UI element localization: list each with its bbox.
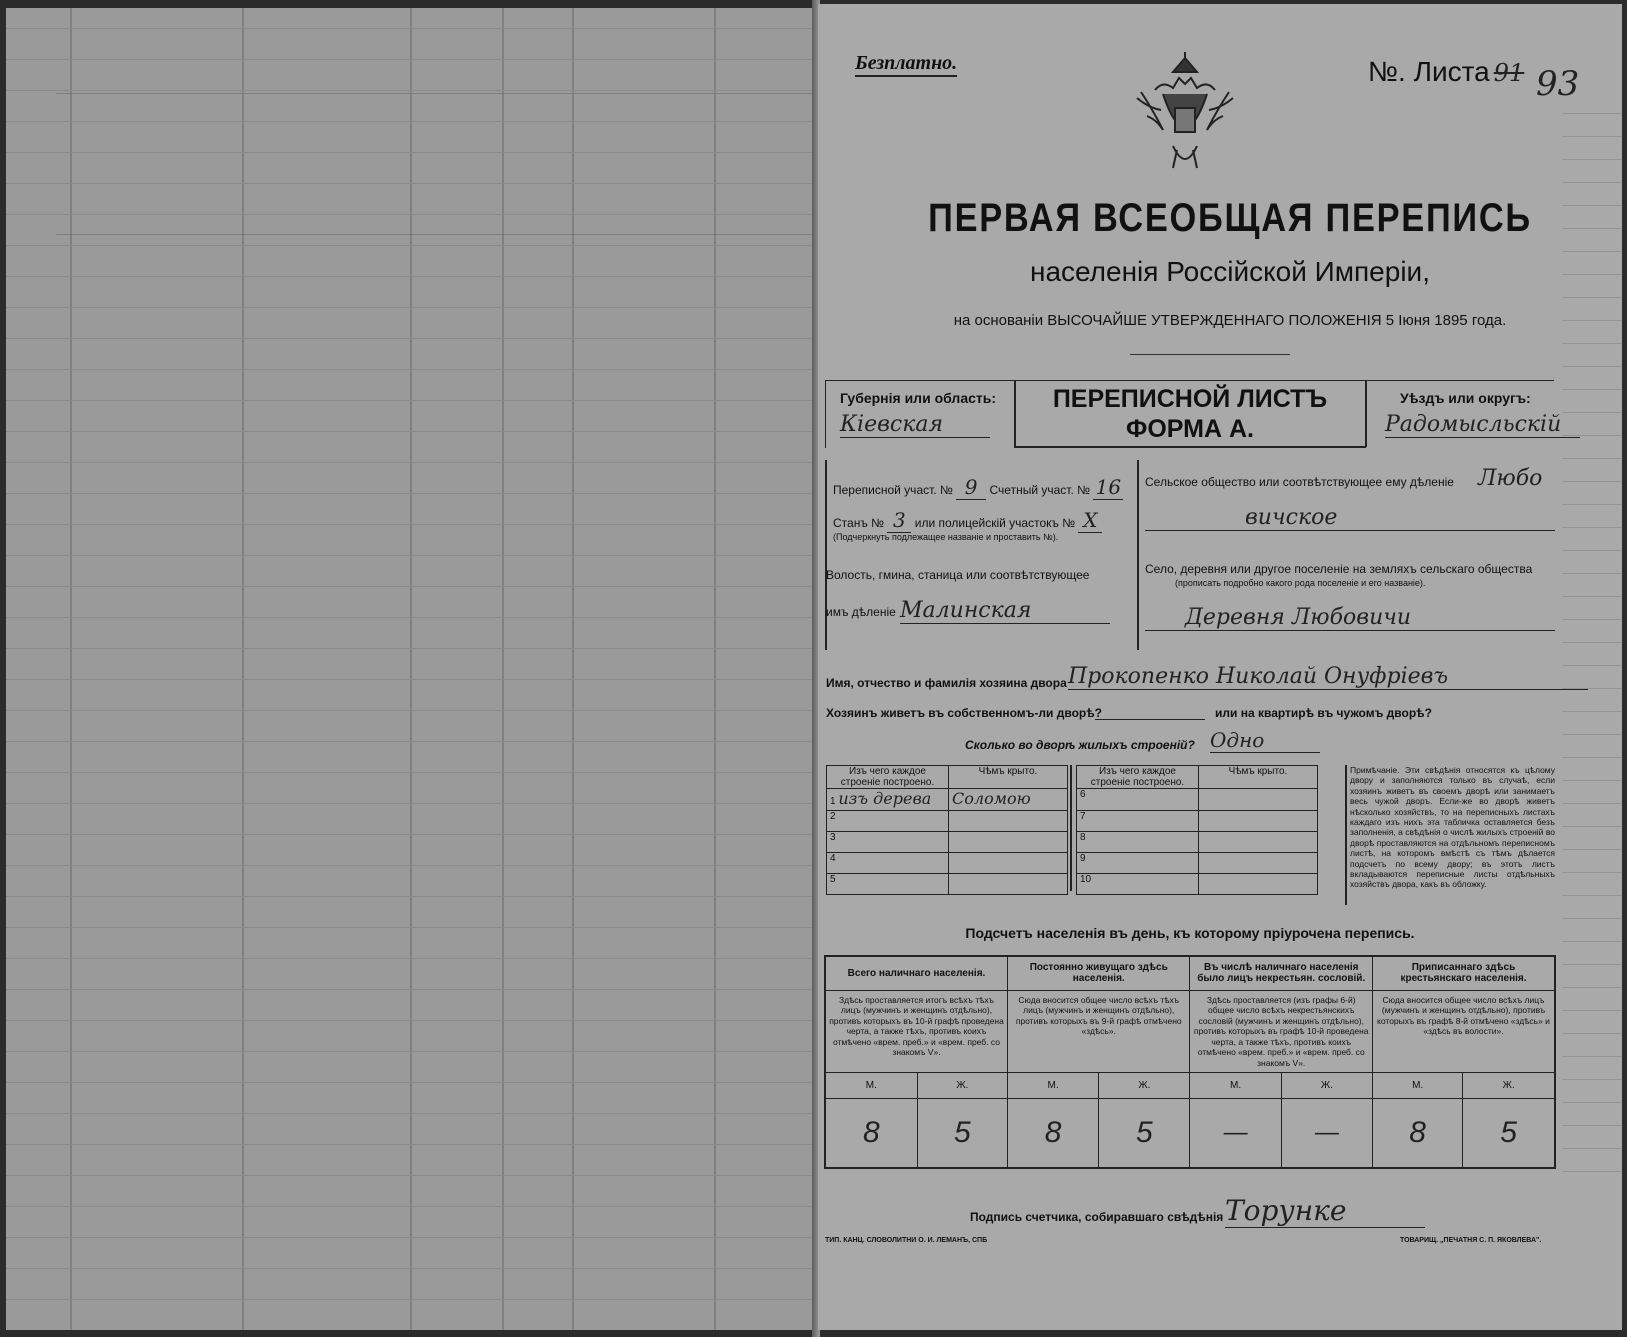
village-label: Село, деревня или другое поселеніе на земляхъ сельскаго общества	[1145, 562, 1533, 576]
sheet-number-old: 91	[1493, 59, 1525, 87]
count-m-label: М.	[825, 1072, 917, 1098]
count-m-label: М.	[1372, 1072, 1462, 1098]
buildings-col-material: Изъ чего каждое строеніе построено.	[827, 766, 949, 789]
row-number: 1	[830, 796, 836, 807]
form-title-line1: ПЕРЕПИСНОЙ ЛИСТЪ	[1052, 385, 1328, 413]
count-col-4-m: 8	[1372, 1098, 1462, 1168]
count-col-4-f: 5	[1463, 1098, 1555, 1168]
count-f-label: Ж.	[1281, 1072, 1372, 1098]
row-number: 7	[1077, 811, 1199, 832]
row-roof: Соломою	[952, 789, 1031, 808]
imprint-left: ТИП. КАНЦ. СЛОВОЛИТНИ О. И. ЛЕМАНЪ, СПБ	[825, 1237, 988, 1244]
owner-lives-label: Хозяинъ живетъ въ собственномъ-ли дворѣ?	[826, 706, 1103, 720]
count-col-2-m: 8	[1007, 1098, 1098, 1168]
police-note: (Подчеркнуть подлежащее названіе и проставить №).	[833, 532, 1059, 542]
document-title: ПЕРВАЯ ВСЕОБЩАЯ ПЕРЕПИСЬ	[928, 196, 1532, 240]
stan-label: Станъ №	[833, 516, 885, 530]
society-value-2: вичское	[1145, 505, 1555, 531]
count-col-1-desc: Здѣсь проставляется итогъ всѣхъ тѣхъ лицъ (мужчинъ и женщинъ отдѣльно), противъ которыхъ въ 10-й графѣ проведена черта, а также тѣхъ, противъ коихъ отмѣчено «врем. преб.» и «врем. преб. со знакомъ V».	[825, 990, 1007, 1072]
owner-name-value: Прокопенко Николай Онуфріевъ	[1068, 664, 1588, 690]
gubernia-label: Губернія или область:	[840, 390, 997, 406]
count-table	[824, 955, 1556, 1169]
census-district-field	[833, 475, 1123, 500]
table-row	[827, 832, 1068, 853]
village-value: Деревня Любовичи	[1145, 605, 1555, 631]
police-label: или полицейскій участокъ №	[914, 516, 1076, 530]
legal-basis: на основаніи ВЫСОЧАЙШЕ УТВЕРЖДЕННАГО ПОЛОЖЕНІЯ 5 Іюня 1895 года.	[953, 312, 1507, 329]
count-m-label: М.	[1190, 1072, 1281, 1098]
owner-lives-alt-label: или на квартирѣ въ чужомъ дворѣ?	[1215, 706, 1432, 720]
free-label: Безплатно.	[855, 52, 957, 77]
sheet-number-label: №. Листа	[1368, 56, 1490, 87]
bleed-through-header	[56, 93, 816, 235]
count-district-value: 16	[1093, 475, 1123, 500]
row-number: 2	[827, 811, 949, 832]
form-title	[1014, 384, 1366, 444]
buildings-value: Одно	[1210, 728, 1320, 753]
row-material: изъ дерева	[838, 789, 932, 808]
count-col-3-desc: Здѣсь проставляется (изъ графы 6-й) общее число всѣхъ некрестьянскихъ сословій (мужчинъ и женщинъ отдѣльно), противъ которыхъ въ графѣ 10-й проведена черта, а также тѣхъ, противъ коихъ отмѣчено «врем. преб.» и «врем. преб. со знакомъ V».	[1190, 990, 1373, 1072]
row-number: 5	[827, 874, 949, 895]
count-col-3-m: —	[1190, 1098, 1281, 1168]
count-col-2-desc: Сюда вносится общее число всѣхъ тѣхъ лицъ (мужчинъ и женщинъ отдѣльно), противъ которыхъ въ 9-й графѣ отмѣчено «здѣсь».	[1007, 990, 1190, 1072]
sheet-number	[1368, 56, 1580, 104]
census-district-value: 9	[956, 475, 986, 500]
signature-value: Торунке	[1225, 1194, 1425, 1228]
gubernia-value: Кіевская	[840, 412, 990, 438]
left-block-border	[825, 460, 827, 650]
count-col-1-title: Всего наличнаго населенія.	[825, 956, 1007, 990]
uezd-label: Уѣздъ или округъ:	[1400, 390, 1531, 406]
sheet-number-new: 93	[1536, 64, 1580, 104]
count-col-3-f: —	[1281, 1098, 1372, 1168]
document-subtitle: населенія Россійской Имперіи,	[1030, 256, 1430, 287]
note-divider	[1345, 765, 1347, 905]
buildings-label: Сколько во дворѣ жилыхъ строеній?	[965, 738, 1195, 752]
count-district-label: Счетный участ. №	[989, 483, 1090, 497]
police-value: Х	[1078, 508, 1102, 533]
volost-label-2: имъ дѣленіе	[826, 605, 896, 619]
count-col-1-f: 5	[917, 1098, 1007, 1168]
volost-value: Малинская	[900, 598, 1110, 624]
count-heading: Подсчетъ населенія въ день, къ которому пріурочена перепись.	[965, 925, 1415, 941]
table-row	[1077, 832, 1318, 853]
society-label: Сельское общество или соотвѣтствующее ему дѣленіе	[1145, 475, 1454, 489]
buildings-col-roof-2: Чѣмъ крыто.	[1199, 766, 1318, 789]
village-note: (прописать подробно какого рода поселеніе и его названіе).	[1175, 578, 1426, 588]
table-row	[1077, 789, 1318, 811]
count-col-1-m: 8	[825, 1098, 917, 1168]
stan-value: 3	[887, 508, 911, 533]
count-f-label: Ж.	[1099, 1072, 1190, 1098]
row-number: 4	[827, 853, 949, 874]
table-row	[827, 853, 1068, 874]
row-number: 6	[1077, 789, 1199, 811]
buildings-table-left	[826, 765, 1068, 895]
count-col-2-title: Постоянно живущаго здѣсь населенія.	[1007, 956, 1190, 990]
imperial-eagle-emblem	[1133, 50, 1237, 178]
imprint-right: ТОВАРИЩ. „ПЕЧАТНЯ С. П. ЯКОВЛЕВА".	[1400, 1237, 1542, 1244]
buildings-col-material-2: Изъ чего каждое строеніе построено.	[1077, 766, 1199, 789]
table-row	[1077, 874, 1318, 895]
table-row	[1077, 853, 1318, 874]
table-row	[1077, 811, 1318, 832]
form-header-bottom	[1014, 446, 1366, 448]
count-m-label: М.	[1007, 1072, 1098, 1098]
count-col-4-title: Приписаннаго здѣсь крестьянскаго населенія.	[1372, 956, 1555, 990]
count-f-label: Ж.	[917, 1072, 1007, 1098]
row-number: 10	[1077, 874, 1199, 895]
note-text: Примѣчаніе. Эти свѣдѣнія относятся къ цѣлому двору и заполняются только въ случаѣ, если хозяинъ живетъ въ своемъ дворѣ или занимаетъ весь чужой дворъ. Если-же во дворѣ живетъ нѣсколько хозяйствъ, то на переписныхъ листахъ каждаго изъ нихъ эта табличка оставляется безъ заполненія, а свѣдѣнія о числѣ жилыхъ строеній во дворѣ проставляются на отдѣльномъ переписномъ листѣ, на которомъ вмѣстѣ съ тѣмъ дѣлается подсчетъ по всему двору; въ этотъ листъ вкладываются переписные листы отдѣльныхъ хозяйствъ двора, какъ въ обложку.	[1350, 765, 1555, 890]
census-district-label: Переписной участ. №	[833, 483, 953, 497]
buildings-table-right	[1076, 765, 1318, 895]
owner-lives-blank	[1095, 719, 1205, 720]
middle-block-border	[1137, 460, 1139, 650]
stan-field	[833, 508, 1102, 533]
buildings-table-divider	[1070, 765, 1072, 891]
table-row	[827, 789, 1068, 811]
table-row	[827, 874, 1068, 895]
count-col-4-desc: Сюда вносится общее число всѣхъ лицъ (мужчинъ и женщинъ отдѣльно), противъ которыхъ въ графѣ 8-й отмѣчено «здѣсь» и «здѣсь въ волости».	[1372, 990, 1555, 1072]
form-title-line2: ФОРМА А.	[1126, 415, 1254, 443]
buildings-col-roof: Чѣмъ крыто.	[949, 766, 1068, 789]
volost-label-1: Волость, гмина, станица или соотвѣтствующее	[826, 568, 1090, 582]
row-number: 9	[1077, 853, 1199, 874]
uezd-value: Радомысльскій	[1385, 412, 1580, 438]
ornament-divider	[1130, 354, 1290, 359]
count-col-2-f: 5	[1099, 1098, 1190, 1168]
signature-label: Подпись счетчика, собиравшаго свѣдѣнія	[970, 1210, 1224, 1224]
society-value-1: Любо	[1478, 466, 1543, 491]
table-row	[827, 811, 1068, 832]
owner-name-label: Имя, отчество и фамилія хозяина двора	[826, 676, 1067, 690]
count-f-label: Ж.	[1463, 1072, 1555, 1098]
row-number: 8	[1077, 832, 1199, 853]
count-col-3-title: Въ числѣ наличнаго населенія было лицъ некрестьян. сословій.	[1190, 956, 1373, 990]
row-number: 3	[827, 832, 949, 853]
left-page	[6, 8, 814, 1330]
